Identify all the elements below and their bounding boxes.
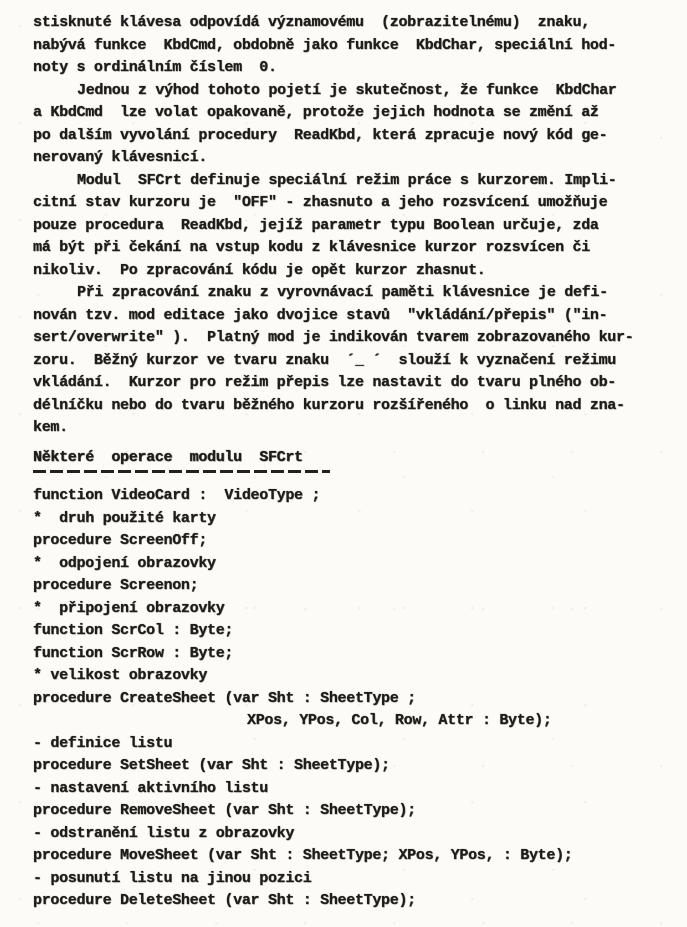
text-line: Při zpracování znaku z vyrovnávací paměti klávesnice je defi- — [77, 284, 608, 301]
paragraph — [33, 170, 669, 283]
comment-line: * druh použité karty — [33, 509, 216, 527]
text-line: nerovaný klávesnicí. — [33, 149, 208, 166]
text-line: Jednou z výhod tohoto pojetí je skutečnost, že funkce KbdChar — [77, 81, 617, 99]
code-line: procedure MoveSheet (var Sht : SheetType; XPos, YPos, : Byte); — [33, 847, 573, 864]
text-line: a KbdCmd lze volat opakovaně, protože jejich hodnota se změní až — [33, 104, 599, 121]
text-line: kem. — [33, 419, 68, 436]
text-line: nikoliv. Po zpracování kódu je opět kurzor zhasnut. — [33, 261, 486, 279]
code-line: procedure Screenon; — [33, 577, 199, 594]
paragraph — [33, 80, 669, 170]
code-line: procedure DeleteSheet (var Sht : SheetType); — [33, 892, 416, 909]
section-heading: Některé operace modulu SFCrt — [33, 448, 303, 466]
text-line: noty s ordinálním číslem 0. — [33, 59, 277, 76]
comment-line: - odstranění listu z obrazovky — [33, 824, 295, 842]
heading-underline — [33, 470, 330, 473]
code-line: function ScrCol : Byte; — [33, 622, 234, 639]
text-line: citní stav kurzoru je "OFF" - zhasnuto a jeho rozsvícení umožňuje — [33, 194, 608, 211]
section-heading-block — [33, 447, 669, 474]
text-line: má být při čekání na vstup kodu z klávesnice kurzor rozsvícen či — [33, 239, 590, 256]
code-line: procedure CreateSheet (var Sht : SheetType ; — [33, 689, 416, 707]
text-line: pouze procedura ReadKbd, jejíž parametr typu Boolean určuje, zda — [33, 216, 599, 234]
code-line-continuation: XPos, YPos, Col, Row, Attr : Byte); — [247, 712, 552, 729]
text-line: sert/overwrite" ). Platný mod je indikován tvarem zobrazovaného kur- — [33, 329, 634, 346]
code-line: procedure ScreenOff; — [33, 532, 208, 549]
code-line: procedure SetSheet (var Sht : SheetType); — [33, 757, 390, 774]
text-line: Modul SFCrt definuje speciální režim práce s kurzorem. Impli- — [77, 171, 617, 189]
code-listing — [33, 485, 669, 913]
text-line: nován tzv. mod editace jako dvojice stavů "vkládání/přepis" ("in- — [33, 306, 608, 324]
paragraph — [33, 282, 669, 440]
text-line: nabývá funkce KbdCmd, obdobně jako funkce KbdChar, speciální hod- — [33, 36, 616, 54]
comment-line: - posunutí listu na jinou pozici — [33, 869, 312, 887]
text-line: zoru. Běžný kurzor ve tvaru znaku ´_ ´ slouží k vyznačení režimu — [33, 351, 616, 369]
text-line: po dalším vyvolání procedury ReadKbd, která zpracuje nový kód ge- — [33, 126, 608, 144]
paragraph — [33, 12, 669, 80]
comment-line: * připojení obrazovky — [33, 599, 225, 617]
code-line: function VideoCard : VideoType ; — [33, 487, 321, 504]
code-line: procedure RemoveSheet (var Sht : SheetType); — [33, 802, 416, 819]
text-line: délníčku nebo do tvaru běžného kurzoru rozšířeného o linku nad zna- — [33, 396, 625, 414]
comment-line: - nastavení aktivního listu — [33, 779, 268, 797]
code-line: function ScrRow : Byte; — [33, 644, 234, 662]
comment-line: * odpojení obrazovky — [33, 554, 216, 572]
text-line: vkládání. Kurzor pro režim přepis lze nastavit do tvaru plného ob- — [33, 374, 616, 391]
comment-line: - definice listu — [33, 734, 173, 752]
comment-line: * velikost obrazovky — [33, 667, 208, 684]
text-line: stisknuté klávesa odpovídá významovému (zobrazitelnému) znaku, — [33, 14, 590, 31]
